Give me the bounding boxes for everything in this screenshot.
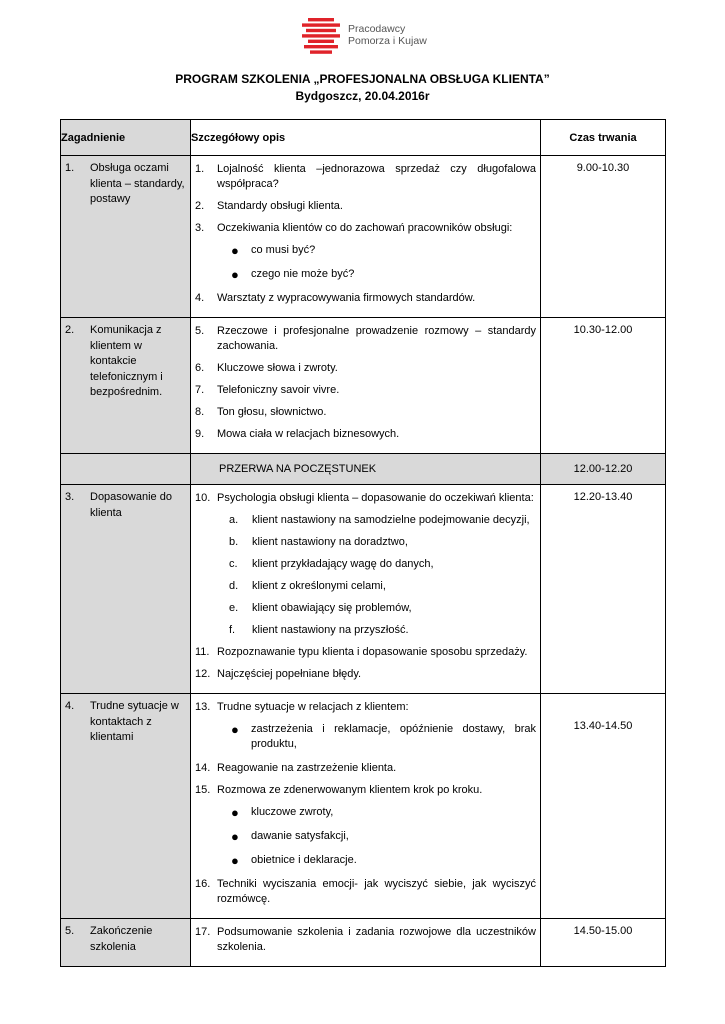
bullet-icon: ● [231, 829, 239, 844]
topic-cell [61, 919, 191, 967]
list-item [195, 324, 536, 354]
sub-item [195, 579, 536, 594]
sub-item [195, 513, 536, 528]
bullet-text: obietnice i deklaracje. [251, 854, 357, 866]
duration-cell [541, 485, 666, 694]
list-item-number: 17. [195, 926, 211, 938]
list-item [195, 221, 536, 236]
topic-number: 2. [65, 324, 75, 336]
duration-value: 13.40-14.50 [573, 720, 633, 732]
list-item [195, 491, 536, 506]
logo-bar [308, 40, 334, 43]
header-duration: Czas trwania [541, 120, 666, 156]
list-item [195, 361, 536, 376]
list-item-number: 15. [195, 784, 211, 796]
sub-item-text: klient nastawiony na przyszłość. [252, 624, 409, 636]
list-item-number: 13. [195, 701, 211, 713]
list-item-number: 3. [195, 222, 205, 234]
topic-cell [61, 485, 191, 694]
list-item-number: 1. [195, 163, 205, 175]
list-item [195, 162, 536, 192]
duration-value: 9.00-10.30 [576, 162, 630, 174]
list-item [195, 291, 536, 306]
topic-title: Obsługa oczami klienta – standardy, postawy [90, 162, 185, 205]
topic-number: 3. [65, 491, 75, 503]
list-item [195, 427, 536, 442]
list-item [195, 405, 536, 420]
bullet-text: kluczowe zwroty, [251, 806, 334, 818]
duration-cell [541, 156, 666, 318]
table-row [61, 156, 666, 318]
bullet-item [195, 853, 536, 868]
logo-line2: Pomorza i Kujaw [348, 35, 427, 47]
bullet-item [195, 829, 536, 844]
logo-mark-icon [302, 18, 340, 56]
list-item [195, 199, 536, 214]
list-item-text: Oczekiwania klientów co do zachowań pracowników obsługi: [217, 222, 513, 234]
topic-number: 4. [65, 700, 75, 712]
sub-item-text: klient obawiający się problemów, [252, 602, 412, 614]
logo-bar [304, 45, 338, 48]
duration-value: 10.30-12.00 [573, 324, 633, 336]
list-item [195, 925, 536, 955]
bullet-icon: ● [231, 722, 239, 737]
table-row [61, 694, 666, 919]
list-item-text: Ton głosu, słownictwo. [217, 406, 327, 418]
table-row [61, 318, 666, 454]
topic-title: Trudne sytuacje w kontaktach z klientami [90, 700, 179, 743]
sub-item [195, 623, 536, 638]
list-item-text: Najczęściej popełniane błędy. [217, 668, 362, 680]
sub-item-letter: b. [229, 536, 239, 548]
sub-item-letter: a. [229, 514, 239, 526]
duration-cell [541, 919, 666, 967]
list-item-number: 9. [195, 428, 205, 440]
document-title: PROGRAM SZKOLENIA „PROFESJONALNA OBSŁUGA KLIENTA” [175, 72, 550, 86]
list-item-text: Mowa ciała w relacjach biznesowych. [217, 428, 400, 440]
logo-text [348, 23, 427, 47]
list-item [195, 700, 536, 715]
topic-title: Zakończenie szkolenia [90, 925, 153, 953]
bullet-text: co musi być? [251, 244, 316, 256]
header-description: Szczegółowy opis [191, 120, 541, 156]
break-time: 12.00-12.20 [541, 454, 666, 485]
sub-item-text: klient z określonymi celami, [252, 580, 386, 592]
document-subtitle: Bydgoszcz, 20.04.2016r [295, 89, 430, 103]
list-item [195, 877, 536, 907]
duration-value: 12.20-13.40 [573, 491, 633, 503]
list-item-text: Rozpoznawanie typu klienta i dopasowanie sposobu sprzedaży. [217, 646, 528, 658]
list-item-text: Psychologia obsługi klienta – dopasowanie do oczekiwań klienta: [217, 492, 534, 504]
list-item-text: Lojalność klienta –jednorazowa sprzedaż czy długofalowa współpraca? [217, 163, 536, 190]
list-item-text: Telefoniczny savoir vivre. [217, 384, 340, 396]
program-table [60, 119, 666, 967]
list-item-number: 16. [195, 878, 211, 890]
bullet-icon: ● [231, 853, 239, 868]
break-label: PRZERWA NA POCZĘSTUNEK [191, 454, 541, 485]
sub-item [195, 535, 536, 550]
logo-bar [302, 34, 340, 37]
list-item-text: Podsumowanie szkolenia i zadania rozwojowe dla uczestników szkolenia. [217, 926, 536, 953]
list-item-text: Techniki wyciszania emocji- jak wyciszyć siebie, jak wyciszyć rozmówcę. [217, 878, 536, 905]
topic-title: Komunikacja z klientem w kontakcie telefonicznym i bezpośrednim. [90, 324, 163, 398]
list-item-number: 14. [195, 762, 211, 774]
list-item-number: 2. [195, 200, 205, 212]
break-topic-cell [61, 454, 191, 485]
description-cell [191, 318, 541, 454]
logo-bar [306, 29, 336, 32]
list-item-number: 12. [195, 668, 211, 680]
list-item [195, 645, 536, 660]
table-row [61, 919, 666, 967]
bullet-icon: ● [231, 805, 239, 820]
list-item-number: 11. [195, 646, 210, 658]
bullet-text: zastrzeżenia i reklamacje, opóźnienie dostawy, brak produktu, [251, 723, 536, 750]
logo-bar [310, 50, 332, 53]
sub-item [195, 601, 536, 616]
table-header-row [61, 120, 666, 156]
topic-cell [61, 318, 191, 454]
list-item-text: Rozmowa ze zdenerwowanym klientem krok po kroku. [217, 784, 483, 796]
sub-item [195, 557, 536, 572]
bullet-item [195, 243, 536, 258]
duration-cell [541, 318, 666, 454]
sub-item-text: klient przykładający wagę do danych, [252, 558, 434, 570]
list-item [195, 783, 536, 798]
description-cell [191, 919, 541, 967]
list-item [195, 667, 536, 682]
logo-bar [308, 18, 334, 21]
list-item-number: 7. [195, 384, 205, 396]
list-item-number: 10. [195, 492, 211, 504]
table-body [61, 156, 666, 967]
bullet-text: dawanie satysfakcji, [251, 830, 349, 842]
sub-item-letter: e. [229, 602, 239, 614]
sub-item-text: klient nastawiony na samodzielne podejmowanie decyzji, [252, 514, 530, 526]
bullet-text: czego nie może być? [251, 268, 355, 280]
sub-item-letter: c. [229, 558, 238, 570]
header-topic: Zagadnienie [61, 120, 191, 156]
topic-number: 5. [65, 925, 75, 937]
list-item-number: 6. [195, 362, 205, 374]
topic-cell [61, 156, 191, 318]
logo-line1: Pracodawcy [348, 23, 406, 35]
logo [302, 18, 462, 56]
logo-bar [302, 23, 340, 26]
topic-cell [61, 694, 191, 919]
list-item-text: Reagowanie na zastrzeżenie klienta. [217, 762, 397, 774]
topic-title: Dopasowanie do klienta [90, 491, 172, 519]
list-item-number: 8. [195, 406, 205, 418]
break-row [61, 454, 666, 485]
list-item-text: Trudne sytuacje w relacjach z klientem: [217, 701, 409, 713]
sub-item-letter: f. [229, 624, 236, 636]
bullet-item [195, 805, 536, 820]
bullet-item [195, 722, 536, 752]
list-item [195, 761, 536, 776]
topic-number: 1. [65, 162, 75, 174]
list-item-text: Standardy obsługi klienta. [217, 200, 343, 212]
description-cell [191, 156, 541, 318]
description-cell [191, 485, 541, 694]
duration-value: 14.50-15.00 [573, 925, 633, 937]
duration-cell [541, 694, 666, 919]
bullet-icon: ● [231, 267, 239, 282]
list-item-text: Kluczowe słowa i zwroty. [217, 362, 338, 374]
list-item-text: Warsztaty z wypracowywania firmowych standardów. [217, 292, 476, 304]
list-item [195, 383, 536, 398]
bullet-item [195, 267, 536, 282]
bullet-icon: ● [231, 243, 239, 258]
sub-item-letter: d. [229, 580, 239, 592]
list-item-text: Rzeczowe i profesjonalne prowadzenie rozmowy – standardy zachowania. [217, 325, 536, 352]
list-item-number: 4. [195, 292, 205, 304]
sub-item-text: klient nastawiony na doradztwo, [252, 536, 408, 548]
list-item-number: 5. [195, 325, 205, 337]
description-cell [191, 694, 541, 919]
table-row [61, 485, 666, 694]
